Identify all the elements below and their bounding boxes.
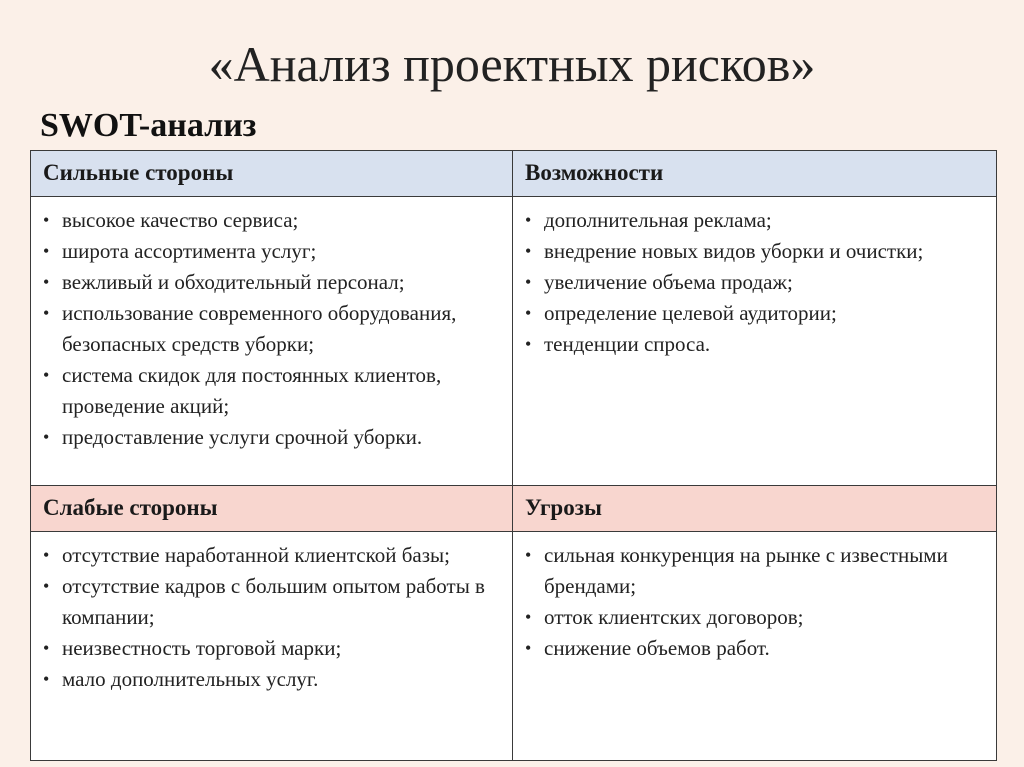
list-item: • вежливый и обходительный персонал;: [41, 267, 502, 298]
opportunities-header: Возможности: [513, 151, 997, 197]
list-item: • сильная конкуренция на рынке с известными брендами;: [523, 540, 986, 602]
list-item: • дополнительная реклама;: [523, 205, 986, 236]
threats-header: Угрозы: [513, 486, 997, 532]
header-row-bottom: [31, 486, 997, 532]
list-item: • предоставление услуги срочной уборки.: [41, 422, 502, 453]
strengths-cell: [31, 197, 513, 486]
list-item: • определение целевой аудитории;: [523, 298, 986, 329]
list-item: • внедрение новых видов уборки и очистки;: [523, 236, 986, 267]
list-item: • отсутствие наработанной клиентской базы;: [41, 540, 502, 571]
list-item: • тенденции спроса.: [523, 329, 986, 360]
weaknesses-cell: [31, 532, 513, 761]
weaknesses-list: [31, 532, 512, 695]
body-row-top: [31, 197, 997, 486]
swot-table: [30, 150, 997, 761]
page-title: «Анализ проектных рисков»: [208, 36, 816, 92]
section-subtitle: SWOT-анализ: [40, 107, 257, 144]
header-row-top: [31, 151, 997, 197]
list-item: • широта ассортимента услуг;: [41, 236, 502, 267]
list-item: • отсутствие кадров с большим опытом работы в компании;: [41, 571, 502, 633]
list-item: • система скидок для постоянных клиентов, проведение акций;: [41, 360, 502, 422]
weaknesses-header: Слабые стороны: [31, 486, 513, 532]
list-item: • высокое качество сервиса;: [41, 205, 502, 236]
strengths-list: [31, 197, 512, 453]
list-item: • мало дополнительных услуг.: [41, 664, 502, 695]
list-item: • снижение объемов работ.: [523, 633, 986, 664]
list-item: • увеличение объема продаж;: [523, 267, 986, 298]
threats-cell: [513, 532, 997, 761]
list-item: • использование современного оборудования, безопасных средств уборки;: [41, 298, 502, 360]
opportunities-cell: [513, 197, 997, 486]
list-item: • неизвестность торговой марки;: [41, 633, 502, 664]
opportunities-list: [513, 197, 996, 360]
strengths-header: Сильные стороны: [31, 151, 513, 197]
body-row-bottom: [31, 532, 997, 761]
list-item: • отток клиентских договоров;: [523, 602, 986, 633]
threats-list: [513, 532, 996, 664]
